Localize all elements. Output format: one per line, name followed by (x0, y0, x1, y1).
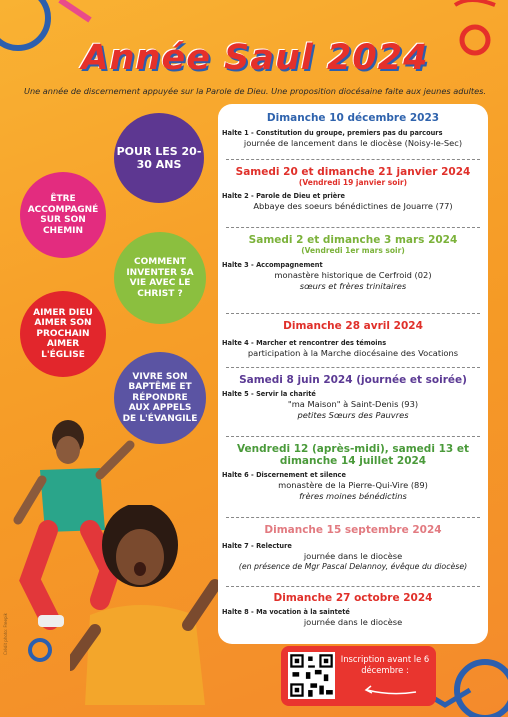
bubble-accompany-text: ÊTRE ACCOMPAGNÉ SUR SON CHEMIN (27, 194, 99, 236)
event-date: Dimanche 28 avril 2024 (283, 320, 423, 332)
bubble-accompany (20, 172, 106, 258)
schedule-panel (218, 104, 488, 644)
event-community: petites Sœurs des Pauvres (297, 409, 409, 420)
event-note: (en présence de Mgr Pascal Delannoy, évêque du diocèse) (238, 561, 468, 571)
event-halte-1 (218, 112, 488, 149)
event-halte-3 (218, 234, 488, 291)
event-halte: Halte 1 - Constitution du groupe, premiers pas du parcours (222, 129, 443, 137)
event-halte-8 (218, 592, 488, 628)
bubble-love-text: AIMER DIEU AIMER SON PROCHAIN AIMER L'ÉGLISE (33, 307, 93, 360)
event-place: participation à la Marche diocésaine des Vocations (247, 348, 459, 358)
event-halte: Halte 4 - Marcher et rencontrer des témoins (222, 339, 387, 347)
event-date: Dimanche 10 décembre 2023 (266, 112, 440, 124)
event-community: frères moines bénédictins (299, 490, 407, 501)
poster-subtitle: Une année de discernement appuyée sur la Parole de Dieu. Une proposition diocésaine faite aux jeunes adultes. (23, 86, 487, 96)
event-date: Dimanche 15 septembre 2024 (264, 524, 442, 536)
qr-code-icon[interactable] (288, 652, 335, 699)
event-halte-7 (218, 524, 488, 572)
photo-credit: Crédit photo: Freepik (3, 613, 8, 655)
divider (226, 313, 480, 314)
event-date: Samedi 20 et dimanche 21 janvier 2024 (235, 166, 471, 178)
poster-title: Année Saul 2024 (81, 38, 429, 78)
event-place: Abbaye des soeurs bénédictines de Jouarre (77) (253, 201, 453, 211)
event-date: Vendredi 12 (après-midi), samedi 13 et dimanche 14 juillet 2024 (237, 443, 469, 467)
bubble-baptism-text: VIVRE SON BAPTÊME ET RÉPONDRE AUX APPELS DE L'ÉVANGILE (122, 371, 198, 424)
divider (226, 227, 480, 228)
bubble-age (114, 113, 204, 203)
bubble-age-text: POUR LES 20-30 ANS (116, 145, 202, 171)
event-halte: Halte 2 - Parole de Dieu et prière (222, 192, 346, 200)
divider (226, 517, 480, 518)
event-date: Dimanche 27 octobre 2024 (273, 592, 433, 604)
event-place: monastère de la Pierre-Qui-Vire (89) (278, 480, 428, 490)
event-halte-4 (218, 320, 488, 359)
event-place: monastère historique de Cerfroid (02) (274, 270, 432, 280)
event-date: Samedi 8 juin 2024 (journée et soirée) (239, 374, 467, 386)
event-halte-5 (218, 374, 488, 420)
divider (226, 586, 480, 587)
event-date: Samedi 2 et dimanche 3 mars 2024 (248, 234, 458, 246)
divider (226, 367, 480, 368)
event-halte-6 (218, 443, 488, 501)
event-place: journée de lancement dans le diocèse (Noisy-le-Sec) (243, 138, 463, 148)
event-halte: Halte 5 - Servir la charité (222, 390, 316, 398)
young-woman-pointing-illustration (70, 505, 220, 705)
event-community: sœurs et frères trinitaires (299, 280, 407, 291)
event-halte: Halte 6 - Discernement et silence (222, 471, 346, 479)
event-subdate: (Vendredi 19 janvier soir) (298, 178, 408, 187)
bubble-love (20, 291, 106, 377)
bubble-invent-text: COMMENT INVENTER SA VIE AVEC LE CHRIST ? (126, 257, 194, 299)
inscription-text: Inscription avant le 6 décembre : (340, 654, 430, 675)
event-subdate: (Vendredi 1er mars soir) (301, 246, 405, 255)
event-halte-2 (218, 166, 488, 212)
event-halte: Halte 3 - Accompagnement (222, 261, 323, 269)
event-place: "ma Maison" à Saint-Denis (93) (287, 399, 419, 409)
divider (226, 159, 480, 160)
event-place: journée dans le diocèse (303, 617, 403, 627)
bubble-invent (114, 232, 206, 324)
inscription-box[interactable] (281, 646, 436, 706)
divider (226, 436, 480, 437)
arrow-icon (361, 684, 421, 698)
event-halte: Halte 7 - Relecture (222, 542, 292, 550)
event-place: journée dans le diocèse (303, 551, 403, 561)
event-halte: Halte 8 - Ma vocation à la sainteté (222, 608, 350, 616)
